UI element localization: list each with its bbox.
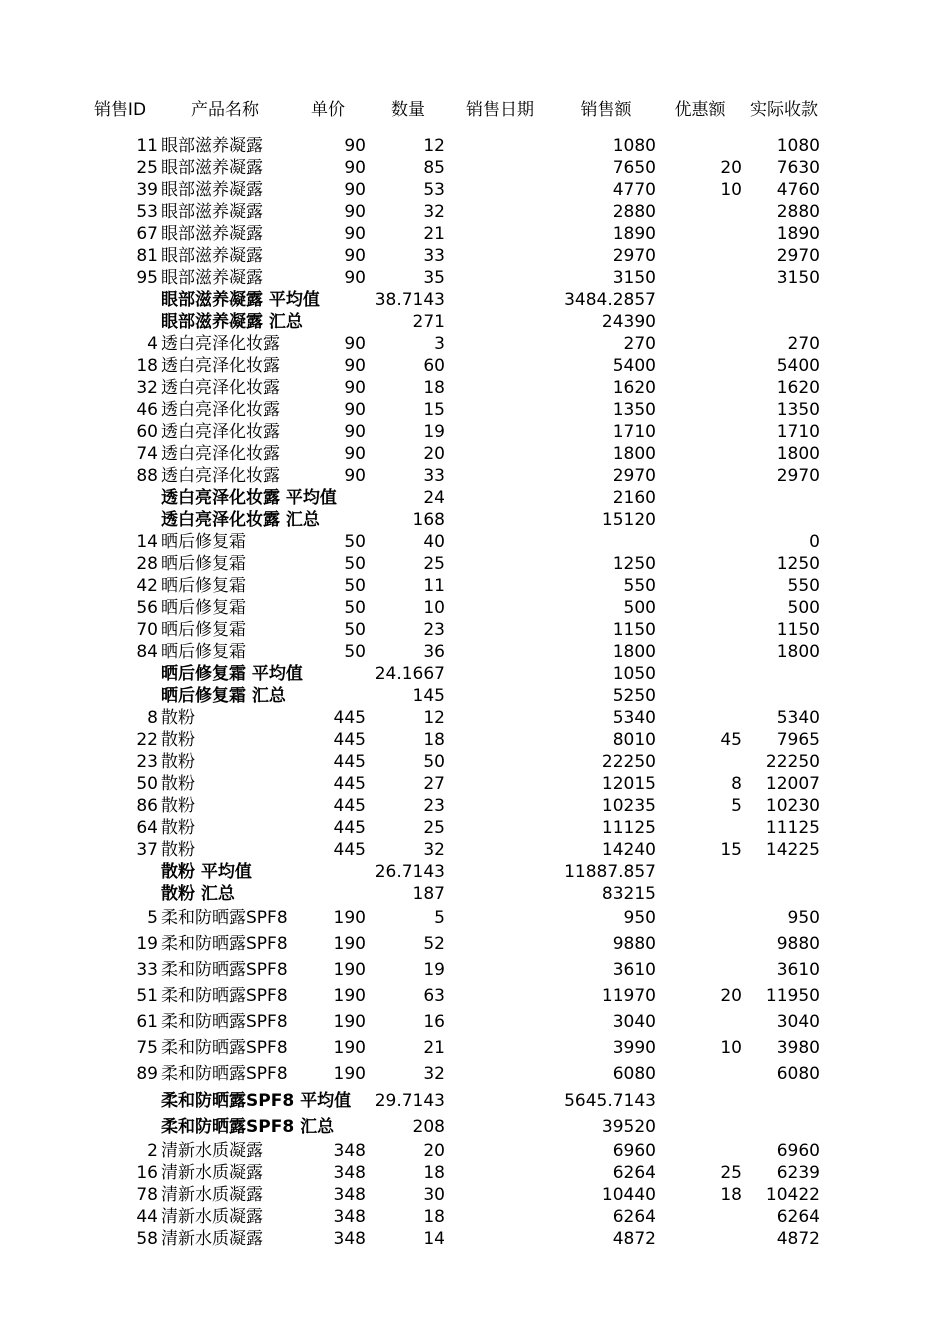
cell-sale-id: 46 [136, 400, 158, 420]
subtotal-sales-amount: 39520 [601, 1117, 656, 1137]
subtotal-quantity: 208 [412, 1117, 445, 1137]
cell-quantity: 33 [423, 246, 445, 266]
header-sale-id: 销售ID [93, 100, 147, 120]
header-sale-date: 销售日期 [466, 100, 534, 120]
cell-product-name: 柔和防晒露SPF8 [161, 960, 288, 980]
cell-actual-received: 5400 [776, 356, 820, 376]
cell-sales-amount: 6264 [612, 1207, 656, 1227]
cell-sale-id: 60 [136, 422, 158, 442]
cell-product-name: 柔和防晒露SPF8 [161, 986, 288, 1006]
cell-unit-price: 90 [344, 334, 366, 354]
cell-sale-id: 14 [136, 532, 158, 552]
cell-unit-price: 348 [333, 1141, 366, 1161]
cell-quantity: 35 [423, 268, 445, 288]
cell-product-name: 晒后修复霜 [161, 576, 246, 596]
cell-quantity: 25 [423, 554, 445, 574]
cell-product-name: 散粉 [161, 796, 195, 816]
cell-product-name: 透白亮泽化妆露 [161, 444, 280, 464]
cell-discount: 25 [720, 1163, 742, 1183]
cell-sale-id: 51 [136, 986, 158, 1006]
cell-sales-amount: 3610 [612, 960, 656, 980]
cell-sale-id: 58 [136, 1229, 158, 1249]
cell-unit-price: 190 [333, 986, 366, 1006]
cell-sale-id: 86 [136, 796, 158, 816]
cell-sale-id: 81 [136, 246, 158, 266]
subtotal-sales-amount: 83215 [601, 884, 656, 904]
cell-quantity: 40 [423, 532, 445, 552]
cell-actual-received: 1080 [776, 136, 820, 156]
cell-product-name: 眼部滋养凝露 [161, 180, 263, 200]
cell-quantity: 60 [423, 356, 445, 376]
cell-actual-received: 11125 [765, 818, 820, 838]
cell-quantity: 85 [423, 158, 445, 178]
cell-quantity: 12 [423, 708, 445, 728]
cell-sales-amount: 6960 [612, 1141, 656, 1161]
cell-actual-received: 10422 [765, 1185, 820, 1205]
cell-quantity: 23 [423, 796, 445, 816]
cell-quantity: 20 [423, 444, 445, 464]
cell-quantity: 53 [423, 180, 445, 200]
cell-unit-price: 445 [333, 818, 366, 838]
subtotal-label: 晒后修复霜 汇总 [161, 686, 286, 706]
cell-unit-price: 90 [344, 422, 366, 442]
cell-actual-received: 9880 [776, 934, 820, 954]
cell-sales-amount: 550 [623, 576, 656, 596]
subtotal-label: 散粉 平均值 [161, 862, 252, 882]
cell-sales-amount: 2970 [612, 246, 656, 266]
cell-sale-id: 2 [147, 1141, 158, 1161]
cell-quantity: 32 [423, 840, 445, 860]
subtotal-sales-amount: 11887.857 [564, 862, 656, 882]
cell-sales-amount: 12015 [601, 774, 656, 794]
cell-sales-amount: 9880 [612, 934, 656, 954]
cell-unit-price: 50 [344, 642, 366, 662]
cell-product-name: 透白亮泽化妆露 [161, 422, 280, 442]
cell-sales-amount: 1710 [612, 422, 656, 442]
cell-actual-received: 270 [787, 334, 820, 354]
cell-sales-amount: 1080 [612, 136, 656, 156]
cell-unit-price: 50 [344, 554, 366, 574]
subtotal-label: 散粉 汇总 [161, 884, 235, 904]
cell-sales-amount: 500 [623, 598, 656, 618]
cell-product-name: 清新水质凝露 [161, 1141, 263, 1161]
cell-unit-price: 190 [333, 1064, 366, 1084]
cell-quantity: 32 [423, 202, 445, 222]
cell-actual-received: 950 [787, 908, 820, 928]
cell-product-name: 清新水质凝露 [161, 1229, 263, 1249]
cell-quantity: 63 [423, 986, 445, 1006]
cell-sale-id: 74 [136, 444, 158, 464]
cell-unit-price: 90 [344, 356, 366, 376]
cell-actual-received: 10230 [765, 796, 820, 816]
cell-sale-id: 4 [147, 334, 158, 354]
cell-actual-received: 7965 [776, 730, 820, 750]
header-actual-received: 实际收款 [750, 100, 818, 120]
cell-product-name: 眼部滋养凝露 [161, 268, 263, 288]
cell-quantity: 18 [423, 1163, 445, 1183]
cell-product-name: 透白亮泽化妆露 [161, 334, 280, 354]
cell-sale-id: 32 [136, 378, 158, 398]
cell-actual-received: 6960 [776, 1141, 820, 1161]
cell-product-name: 柔和防晒露SPF8 [161, 1012, 288, 1032]
header-product-name: 产品名称 [191, 100, 259, 120]
cell-unit-price: 190 [333, 934, 366, 954]
cell-quantity: 10 [423, 598, 445, 618]
cell-unit-price: 90 [344, 158, 366, 178]
cell-quantity: 5 [434, 908, 445, 928]
cell-unit-price: 348 [333, 1163, 366, 1183]
cell-actual-received: 1150 [776, 620, 820, 640]
cell-quantity: 27 [423, 774, 445, 794]
cell-actual-received: 0 [809, 532, 820, 552]
cell-sale-id: 53 [136, 202, 158, 222]
cell-sale-id: 16 [136, 1163, 158, 1183]
cell-discount: 8 [731, 774, 742, 794]
cell-actual-received: 2970 [776, 246, 820, 266]
cell-actual-received: 4872 [776, 1229, 820, 1249]
cell-quantity: 15 [423, 400, 445, 420]
cell-sales-amount: 4872 [612, 1229, 656, 1249]
cell-sale-id: 33 [136, 960, 158, 980]
cell-product-name: 透白亮泽化妆露 [161, 466, 280, 486]
cell-quantity: 21 [423, 224, 445, 244]
cell-sale-id: 56 [136, 598, 158, 618]
subtotal-quantity: 145 [412, 686, 445, 706]
subtotal-label: 眼部滋养凝露 汇总 [161, 312, 303, 332]
cell-quantity: 50 [423, 752, 445, 772]
cell-sales-amount: 8010 [612, 730, 656, 750]
subtotal-label: 柔和防晒露SPF8 汇总 [161, 1117, 335, 1137]
cell-sale-id: 8 [147, 708, 158, 728]
cell-sales-amount: 1800 [612, 444, 656, 464]
cell-unit-price: 50 [344, 576, 366, 596]
cell-quantity: 36 [423, 642, 445, 662]
cell-sales-amount: 3150 [612, 268, 656, 288]
cell-sales-amount: 6080 [612, 1064, 656, 1084]
cell-quantity: 18 [423, 730, 445, 750]
cell-sale-id: 61 [136, 1012, 158, 1032]
cell-product-name: 清新水质凝露 [161, 1185, 263, 1205]
cell-product-name: 柔和防晒露SPF8 [161, 1064, 288, 1084]
cell-product-name: 晒后修复霜 [161, 554, 246, 574]
cell-product-name: 清新水质凝露 [161, 1207, 263, 1227]
cell-sales-amount: 10235 [601, 796, 656, 816]
cell-sales-amount: 1620 [612, 378, 656, 398]
cell-sales-amount: 22250 [601, 752, 656, 772]
cell-sale-id: 84 [136, 642, 158, 662]
header-sales-amount: 销售额 [580, 100, 632, 120]
cell-sales-amount: 5400 [612, 356, 656, 376]
cell-product-name: 透白亮泽化妆露 [161, 356, 280, 376]
cell-sales-amount: 1250 [612, 554, 656, 574]
cell-product-name: 柔和防晒露SPF8 [161, 1038, 288, 1058]
cell-discount: 15 [720, 840, 742, 860]
cell-sale-id: 70 [136, 620, 158, 640]
cell-actual-received: 14225 [765, 840, 820, 860]
cell-quantity: 23 [423, 620, 445, 640]
cell-discount: 18 [720, 1185, 742, 1205]
cell-actual-received: 11950 [765, 986, 820, 1006]
cell-sales-amount: 11125 [601, 818, 656, 838]
cell-unit-price: 445 [333, 752, 366, 772]
cell-sales-amount: 2880 [612, 202, 656, 222]
cell-unit-price: 90 [344, 136, 366, 156]
subtotal-label: 柔和防晒露SPF8 平均值 [161, 1091, 352, 1111]
cell-sale-id: 39 [136, 180, 158, 200]
cell-product-name: 散粉 [161, 752, 195, 772]
cell-sale-id: 89 [136, 1064, 158, 1084]
cell-sale-id: 88 [136, 466, 158, 486]
cell-sales-amount: 4770 [612, 180, 656, 200]
cell-sales-amount: 5340 [612, 708, 656, 728]
cell-actual-received: 12007 [765, 774, 820, 794]
subtotal-label: 眼部滋养凝露 平均值 [161, 290, 320, 310]
subtotal-quantity: 29.7143 [374, 1091, 445, 1111]
cell-unit-price: 445 [333, 708, 366, 728]
cell-actual-received: 4760 [776, 180, 820, 200]
header-quantity: 数量 [391, 100, 425, 120]
cell-sale-id: 67 [136, 224, 158, 244]
subtotal-quantity: 26.7143 [374, 862, 445, 882]
cell-discount: 10 [720, 180, 742, 200]
cell-actual-received: 1800 [776, 642, 820, 662]
cell-actual-received: 1710 [776, 422, 820, 442]
cell-product-name: 晒后修复霜 [161, 532, 246, 552]
cell-actual-received: 1890 [776, 224, 820, 244]
cell-actual-received: 3980 [776, 1038, 820, 1058]
cell-unit-price: 50 [344, 598, 366, 618]
cell-unit-price: 190 [333, 1038, 366, 1058]
cell-unit-price: 190 [333, 960, 366, 980]
cell-actual-received: 22250 [765, 752, 820, 772]
cell-unit-price: 90 [344, 246, 366, 266]
cell-sale-id: 42 [136, 576, 158, 596]
cell-sales-amount: 1890 [612, 224, 656, 244]
cell-unit-price: 90 [344, 444, 366, 464]
cell-quantity: 20 [423, 1141, 445, 1161]
cell-unit-price: 90 [344, 378, 366, 398]
subtotal-quantity: 168 [412, 510, 445, 530]
cell-quantity: 25 [423, 818, 445, 838]
subtotal-label: 透白亮泽化妆露 汇总 [161, 510, 320, 530]
cell-quantity: 12 [423, 136, 445, 156]
cell-product-name: 清新水质凝露 [161, 1163, 263, 1183]
cell-sale-id: 11 [136, 136, 158, 156]
cell-actual-received: 1800 [776, 444, 820, 464]
cell-sale-id: 22 [136, 730, 158, 750]
cell-product-name: 柔和防晒露SPF8 [161, 934, 288, 954]
cell-quantity: 32 [423, 1064, 445, 1084]
cell-actual-received: 5340 [776, 708, 820, 728]
subtotal-sales-amount: 3484.2857 [564, 290, 656, 310]
cell-sale-id: 23 [136, 752, 158, 772]
cell-quantity: 33 [423, 466, 445, 486]
cell-unit-price: 445 [333, 796, 366, 816]
cell-actual-received: 3040 [776, 1012, 820, 1032]
cell-product-name: 晒后修复霜 [161, 620, 246, 640]
cell-sale-id: 64 [136, 818, 158, 838]
cell-discount: 45 [720, 730, 742, 750]
cell-actual-received: 2970 [776, 466, 820, 486]
cell-unit-price: 90 [344, 268, 366, 288]
cell-quantity: 19 [423, 960, 445, 980]
subtotal-quantity: 187 [412, 884, 445, 904]
cell-actual-received: 1350 [776, 400, 820, 420]
cell-sales-amount: 3040 [612, 1012, 656, 1032]
cell-unit-price: 90 [344, 180, 366, 200]
cell-unit-price: 445 [333, 730, 366, 750]
cell-product-name: 晒后修复霜 [161, 598, 246, 618]
cell-unit-price: 348 [333, 1229, 366, 1249]
cell-sale-id: 78 [136, 1185, 158, 1205]
cell-sales-amount: 270 [623, 334, 656, 354]
cell-actual-received: 3610 [776, 960, 820, 980]
subtotal-sales-amount: 15120 [601, 510, 656, 530]
cell-sales-amount: 1150 [612, 620, 656, 640]
cell-product-name: 散粉 [161, 818, 195, 838]
cell-actual-received: 1250 [776, 554, 820, 574]
cell-sales-amount: 10440 [601, 1185, 656, 1205]
subtotal-sales-amount: 1050 [612, 664, 656, 684]
cell-discount: 5 [731, 796, 742, 816]
cell-actual-received: 6080 [776, 1064, 820, 1084]
cell-unit-price: 348 [333, 1185, 366, 1205]
subtotal-quantity: 24 [423, 488, 445, 508]
cell-actual-received: 3150 [776, 268, 820, 288]
cell-discount: 20 [720, 986, 742, 1006]
cell-sale-id: 28 [136, 554, 158, 574]
header-unit-price: 单价 [311, 100, 345, 120]
cell-actual-received: 1620 [776, 378, 820, 398]
cell-product-name: 眼部滋养凝露 [161, 246, 263, 266]
cell-product-name: 透白亮泽化妆露 [161, 378, 280, 398]
cell-sale-id: 18 [136, 356, 158, 376]
subtotal-sales-amount: 5250 [612, 686, 656, 706]
cell-sale-id: 25 [136, 158, 158, 178]
cell-product-name: 散粉 [161, 730, 195, 750]
cell-unit-price: 90 [344, 466, 366, 486]
subtotal-quantity: 271 [412, 312, 445, 332]
cell-product-name: 眼部滋养凝露 [161, 202, 263, 222]
header-discount: 优惠额 [674, 100, 726, 120]
cell-product-name: 散粉 [161, 840, 195, 860]
cell-quantity: 19 [423, 422, 445, 442]
cell-quantity: 18 [423, 1207, 445, 1227]
cell-unit-price: 190 [333, 908, 366, 928]
cell-sales-amount: 2970 [612, 466, 656, 486]
cell-product-name: 透白亮泽化妆露 [161, 400, 280, 420]
cell-product-name: 柔和防晒露SPF8 [161, 908, 288, 928]
cell-discount: 20 [720, 158, 742, 178]
cell-unit-price: 50 [344, 532, 366, 552]
cell-sales-amount: 11970 [601, 986, 656, 1006]
cell-discount: 10 [720, 1038, 742, 1058]
cell-product-name: 晒后修复霜 [161, 642, 246, 662]
cell-quantity: 18 [423, 378, 445, 398]
cell-sale-id: 75 [136, 1038, 158, 1058]
cell-quantity: 14 [423, 1229, 445, 1249]
cell-sale-id: 44 [136, 1207, 158, 1227]
cell-actual-received: 500 [787, 598, 820, 618]
cell-actual-received: 550 [787, 576, 820, 596]
cell-quantity: 52 [423, 934, 445, 954]
cell-unit-price: 90 [344, 224, 366, 244]
cell-product-name: 眼部滋养凝露 [161, 136, 263, 156]
subtotal-sales-amount: 24390 [601, 312, 656, 332]
subtotal-label: 晒后修复霜 平均值 [161, 664, 303, 684]
cell-quantity: 30 [423, 1185, 445, 1205]
subtotal-quantity: 38.7143 [374, 290, 445, 310]
cell-unit-price: 190 [333, 1012, 366, 1032]
cell-sales-amount: 6264 [612, 1163, 656, 1183]
cell-sales-amount: 14240 [601, 840, 656, 860]
cell-actual-received: 2880 [776, 202, 820, 222]
subtotal-label: 透白亮泽化妆露 平均值 [161, 488, 337, 508]
subtotal-quantity: 24.1667 [374, 664, 445, 684]
cell-sales-amount: 1350 [612, 400, 656, 420]
cell-unit-price: 445 [333, 774, 366, 794]
cell-quantity: 16 [423, 1012, 445, 1032]
cell-unit-price: 90 [344, 400, 366, 420]
cell-product-name: 眼部滋养凝露 [161, 224, 263, 244]
subtotal-sales-amount: 2160 [612, 488, 656, 508]
cell-product-name: 散粉 [161, 774, 195, 794]
cell-unit-price: 445 [333, 840, 366, 860]
subtotal-sales-amount: 5645.7143 [564, 1091, 656, 1111]
cell-product-name: 眼部滋养凝露 [161, 158, 263, 178]
cell-unit-price: 90 [344, 202, 366, 222]
cell-quantity: 21 [423, 1038, 445, 1058]
cell-sale-id: 5 [147, 908, 158, 928]
cell-actual-received: 7630 [776, 158, 820, 178]
cell-quantity: 3 [434, 334, 445, 354]
cell-sale-id: 95 [136, 268, 158, 288]
cell-sales-amount: 7650 [612, 158, 656, 178]
cell-sales-amount: 1800 [612, 642, 656, 662]
cell-sale-id: 37 [136, 840, 158, 860]
cell-sales-amount: 950 [623, 908, 656, 928]
cell-product-name: 散粉 [161, 708, 195, 728]
cell-sale-id: 19 [136, 934, 158, 954]
cell-actual-received: 6264 [776, 1207, 820, 1227]
cell-quantity: 11 [423, 576, 445, 596]
cell-sales-amount: 3990 [612, 1038, 656, 1058]
cell-actual-received: 6239 [776, 1163, 820, 1183]
cell-sale-id: 50 [136, 774, 158, 794]
cell-unit-price: 348 [333, 1207, 366, 1227]
cell-unit-price: 50 [344, 620, 366, 640]
